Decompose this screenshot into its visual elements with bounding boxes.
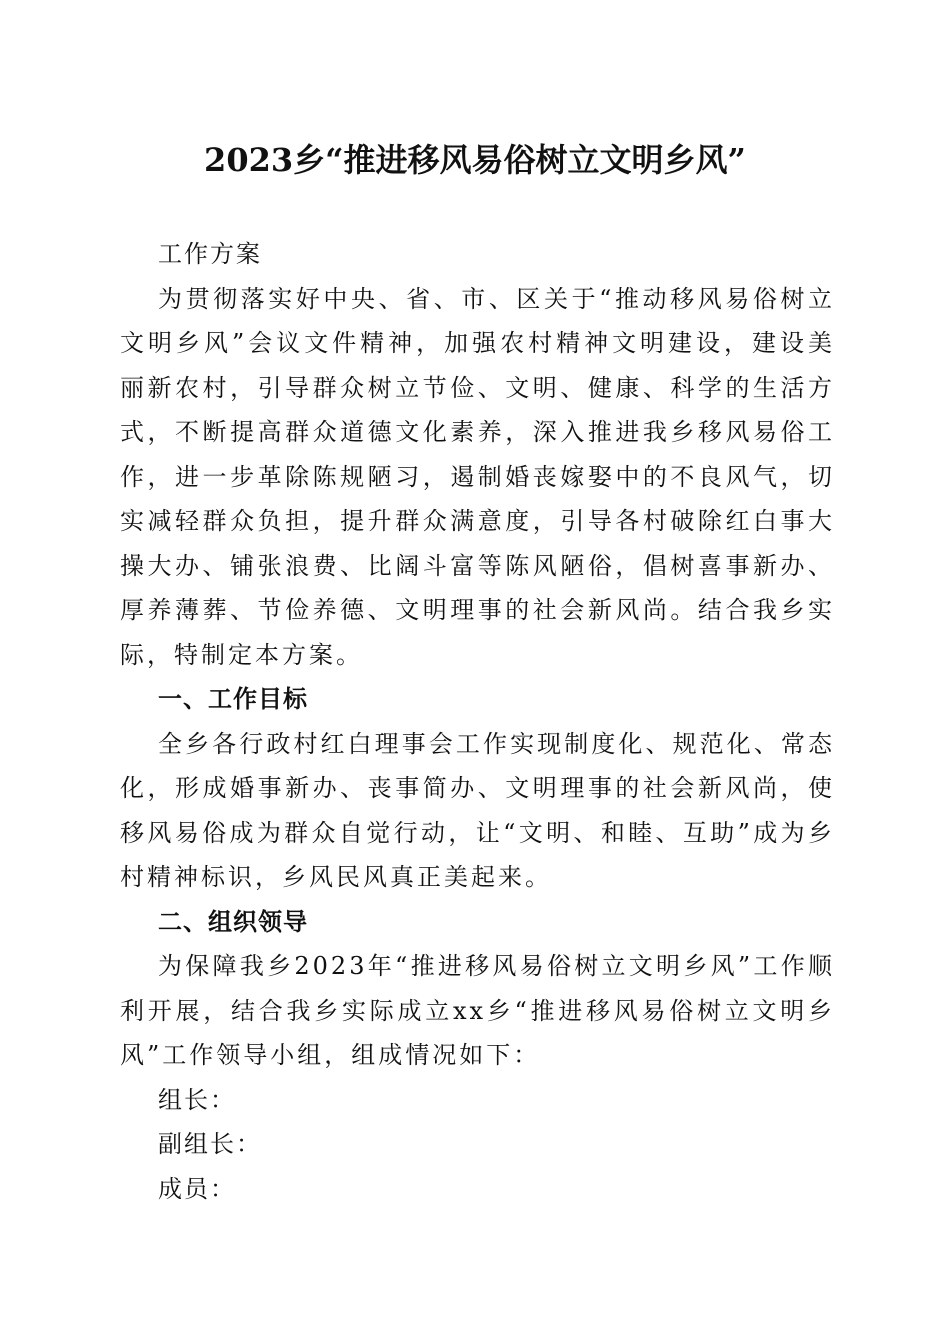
section2-heading: 二、组织领导 — [158, 907, 308, 936]
members-label: 成员： — [158, 1174, 236, 1203]
section2-paragraph: 为保障我乡2023年“推进移风易俗树立文明乡风”工作顺利开展，结合我乡实际成立xx乡“推进移风易俗树立文明乡风”工作领导小组，组成情况如下： — [120, 952, 835, 1069]
deputy-leader-label: 副组长： — [158, 1130, 262, 1158]
intro-paragraph: 为贯彻落实好中央、省、市、区关于“推动移风易俗树立文明乡风”会议文件精神，加强农村精神文明建设，建设美丽新农村，引导群众树立节俭、文明、健康、科学的生活方式，不断提高群众道德文化素养，深入推进我乡移风易俗工作，进一步革除陈规陋习，遏制婚丧嫁娶中的不良风气，切实减轻群众负担，提升群众满意度，引导各村破除红白事大操大办、铺张浪费、比阔斗富等陈风陋俗，倡树喜事新办、厚养薄葬、节俭养德、文明理事的社会新风尚。结合我乡实际，特制定本方案。 — [120, 284, 835, 669]
document-body — [120, 232, 835, 1211]
section1-paragraph: 全乡各行政村红白理事会工作实现制度化、规范化、常态化，形成婚事新办、丧事简办、文明理事的社会新风尚，使移风易俗成为群众自觉行动，让“文明、和睦、互助”成为乡村精神标识，乡风民风真正美起来。 — [120, 729, 835, 891]
document-subtitle: 工作方案 — [158, 240, 262, 268]
leader-label: 组长： — [158, 1085, 236, 1114]
section1-heading: 一、工作目标 — [158, 685, 308, 713]
document-title: 2023乡“推进移风易俗树立文明乡风” — [204, 141, 746, 179]
